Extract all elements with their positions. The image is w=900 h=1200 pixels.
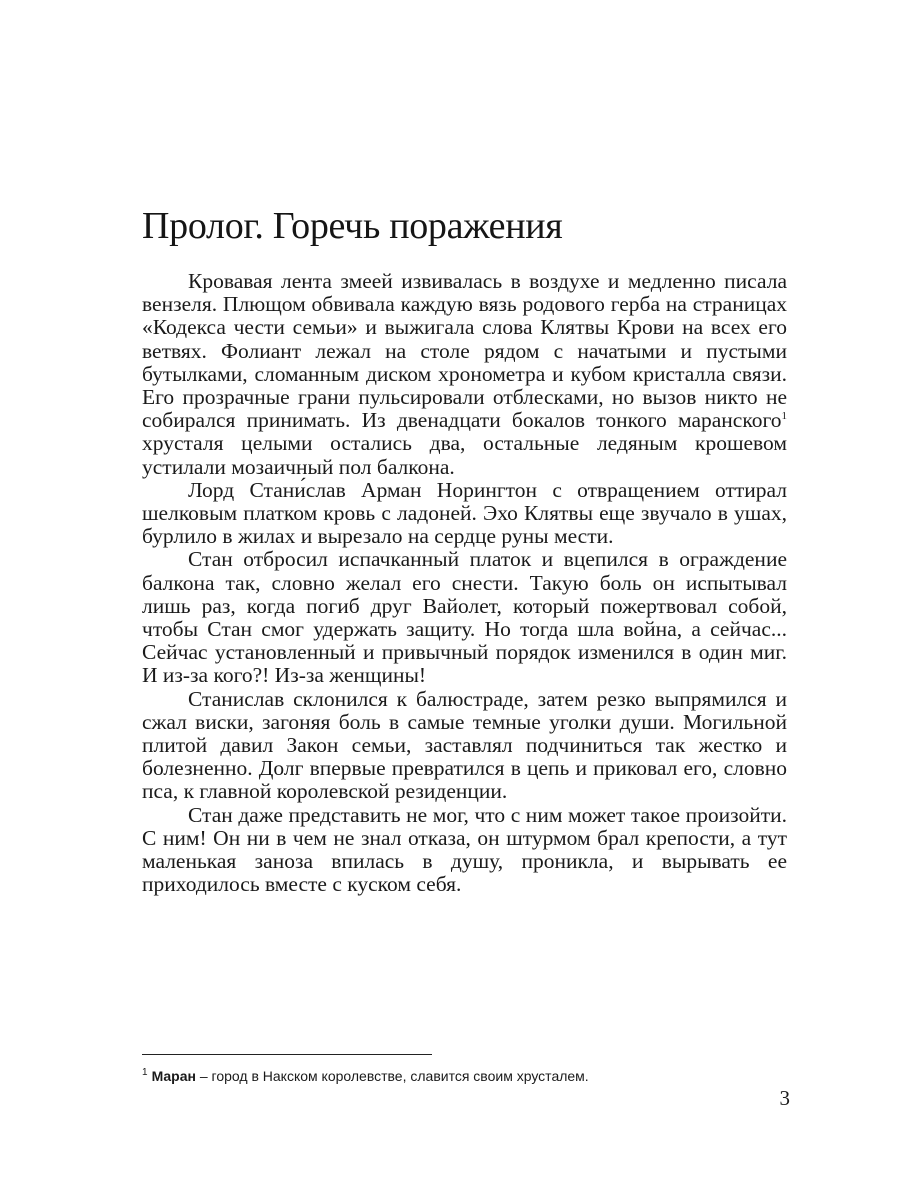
footnote-text: – город в Накском королевстве, славится своим хрусталем.: [195, 1068, 589, 1084]
footnote-mark: 1: [142, 1067, 148, 1079]
chapter-body: [142, 270, 787, 896]
footnote-divider: [142, 1054, 432, 1055]
footnote-term: Маран: [151, 1068, 196, 1084]
footnote: [142, 1066, 787, 1086]
paragraph-5: Стан даже представить не мог, что с ним может такое произойти. С ним! Он ни в чем не знал отказа, он штурмом брал крепости, а тут маленькая заноза впилась в душу, проникла, и вырывать ее приходилось вместе с куском себя.: [142, 802, 787, 897]
paragraph-1-text-b: хрусталя целыми остались два, остальные ледяным крошевом устилали мозаичный пол балкона.: [142, 431, 787, 479]
paragraph-2: [142, 479, 787, 549]
paragraph-2-text-a: Лорд Стани: [188, 477, 306, 502]
footnote-reference[interactable]: 1: [781, 410, 787, 423]
paragraph-1-text-a: Кровавая лента змеей извивалась в воздухе и медленно писала вензеля. Плющом обвивала каждую вязь родового герба на страницах «Кодекса чести семьи» и выжигала слова Клятвы Крови на всех его ветвях. Фолиант лежал на столе рядом с начатыми и пустыми бутылками, сломанным диском хронометра и кубом кристалла связи. Его прозрачные грани пульсировали отблесками, но вызов никто не собирался принимать. Из двенадцати бокалов тонкого маранского: [142, 269, 787, 433]
paragraph-3: Стан отбросил испачканный платок и вцепился в ограждение балкона так, словно желал его снести. Такую боль он испытывал лишь раз, когда погиб друг Вайолет, который пожертвовал собой, чтобы Стан смог удержать защиту. Но тогда шла война, а сейчас... Сейчас установленный и привычный порядок изменился в один миг. И из-за кого?! Из-за женщины!: [142, 547, 787, 688]
paragraph-1: [142, 270, 787, 479]
chapter-title: Пролог. Горечь поражения: [142, 205, 563, 247]
page-number: 3: [779, 1086, 790, 1110]
paragraph-4: Станислав склонился к балюстраде, затем резко выпрямился и сжал виски, загоняя боль в самые темные уголки души. Могильной плитой давил Закон семьи, заставлял подчиниться так жестко и болезненно. Долг впервые превратился в цепь и приковал его, словно пса, к главной королевской резиденции.: [142, 686, 787, 804]
paragraph-2-text-b: слав Арман Норингтон с отвращением оттирал шелковым платком кровь с ладоней. Эхо Клятвы еще звучало в ушах, бурлило в жилах и вырезало на сердце руны мести.: [142, 477, 787, 549]
